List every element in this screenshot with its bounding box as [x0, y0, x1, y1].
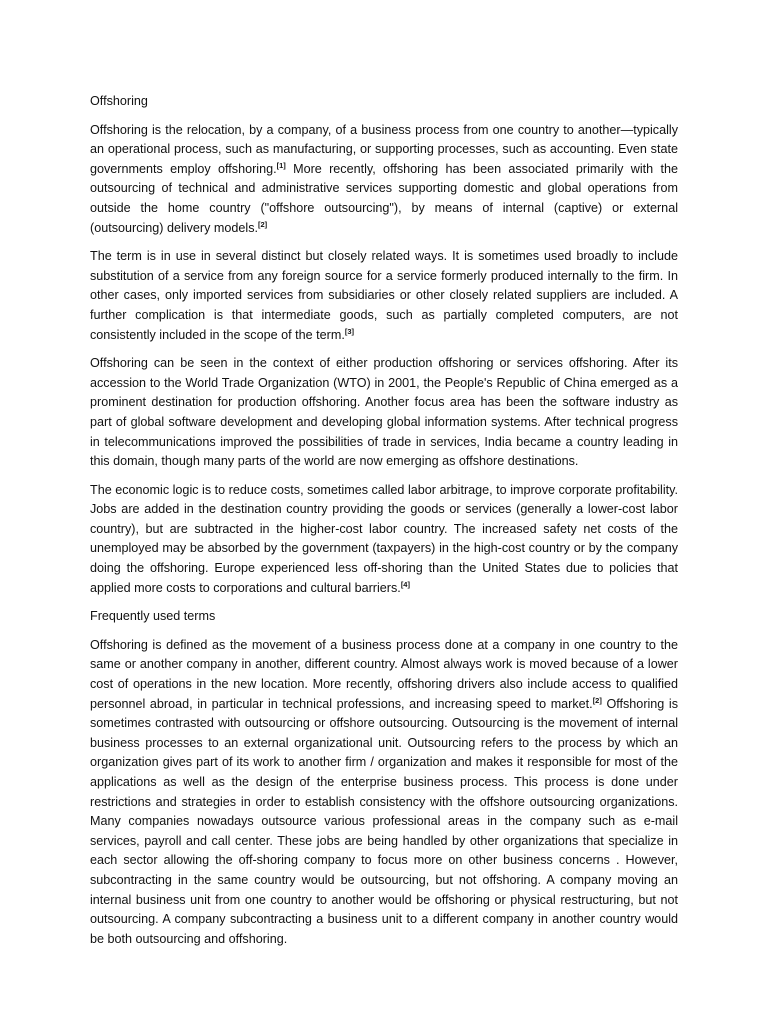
paragraph-text: The economic logic is to reduce costs, sometimes called labor arbitrage, to improve corporate profitability. Jobs are added in the destination country providing the goods or services (generally a lower-cost labor country), but are subtracted in the higher-cost labor country. The increased safety net costs of the unemployed may be absorbed by the government (taxpayers) in the high-cost country or by the company doing the offshoring. Europe experienced less off-shoring than the United States due to policies that applied more costs to corporations and cultural barriers.	[90, 482, 678, 595]
section-heading-frequently-used-terms: Frequently used terms	[90, 609, 216, 624]
footnote-reference: [4]	[400, 579, 410, 589]
footnote-reference: [1]	[276, 160, 286, 170]
paragraph-text: Offshoring is defined as the movement of a business process done at a company in one country to the same or another company in another, different country. Almost always work is moved because of a lower cost of operations in the new location. More recently, offshoring drivers also include access to qualified personnel abroad, in particular in technical professions, and increasing speed to market.	[90, 637, 678, 711]
paragraph-production-services	[90, 354, 678, 472]
section-heading-offshoring: Offshoring	[90, 94, 148, 108]
paragraph-text: Offshoring is the relocation, by a company, of a business process from one country to another—typically an operational process, such as manufacturing, or supporting processes, such as accounting. Even state governments employ offshoring.	[90, 122, 678, 176]
paragraph-economic-logic	[90, 481, 678, 599]
footnote-reference: [3]	[344, 326, 354, 336]
paragraph-term-usage	[90, 247, 678, 345]
paragraph-text: The term is in use in several distinct but closely related ways. It is sometimes used broadly to include substitution of a service from any foreign source for a service formerly produced internally to the firm. In other cases, only imported services from subsidiaries or other closely related suppliers are included. A further complication is that intermediate goods, such as partially completed computers, are not consistently included in the scope of the term.	[90, 249, 678, 342]
paragraph-text: Offshoring can be seen in the context of either production offshoring or services offshoring. After its accession to the World Trade Organization (WTO) in 2001, the People's Republic of China emerged as a prominent destination for production offshoring. Another focus area has been the software industry as part of global software development and developing global information systems. After technical progress in telecommunications improved the possibilities of trade in services, India became a country leading in this domain, though many parts of the world are now emerging as offshore destinations.	[90, 356, 678, 469]
paragraph-text: Offshoring is sometimes contrasted with outsourcing or offshore outsourcing. Outsourcing is the movement of internal business processes to an external organizational unit. Outsourcing refers to the process by which an organization gives part of its work to another firm / organization and makes it responsible for most of the applications as well as the design of the enterprise business process. This process is done under restrictions and strategies in order to establish consistency with the offshore outsourcing organizations. Many companies nowadays outsource various professional areas in the company such as e-mail services, payroll and call center. These jobs are being handled by other organizations that specialize in each sector allowing the off-shoring company to focus more on other business concerns . However, subcontracting in the same country would be outsourcing, but not offshoring. A company moving an internal business unit from one country to another would be offshoring or physical restructuring, but not outsourcing. A company subcontracting a business unit to a different company in another country would be both outsourcing and offshoring.	[90, 696, 678, 946]
paragraph-terms-definition	[90, 636, 678, 950]
document-body	[90, 92, 678, 958]
paragraph-text: More recently, offshoring has been associated primarily with the outsourcing of technical and administrative services supporting domestic and global operations from outside the home country ("offshore outsourcing"), by means of internal (captive) or external (outsourcing) delivery models.	[90, 161, 678, 235]
paragraph-definition	[90, 121, 678, 239]
footnote-reference: [2]	[258, 219, 268, 229]
footnote-reference: [2]	[592, 695, 602, 705]
